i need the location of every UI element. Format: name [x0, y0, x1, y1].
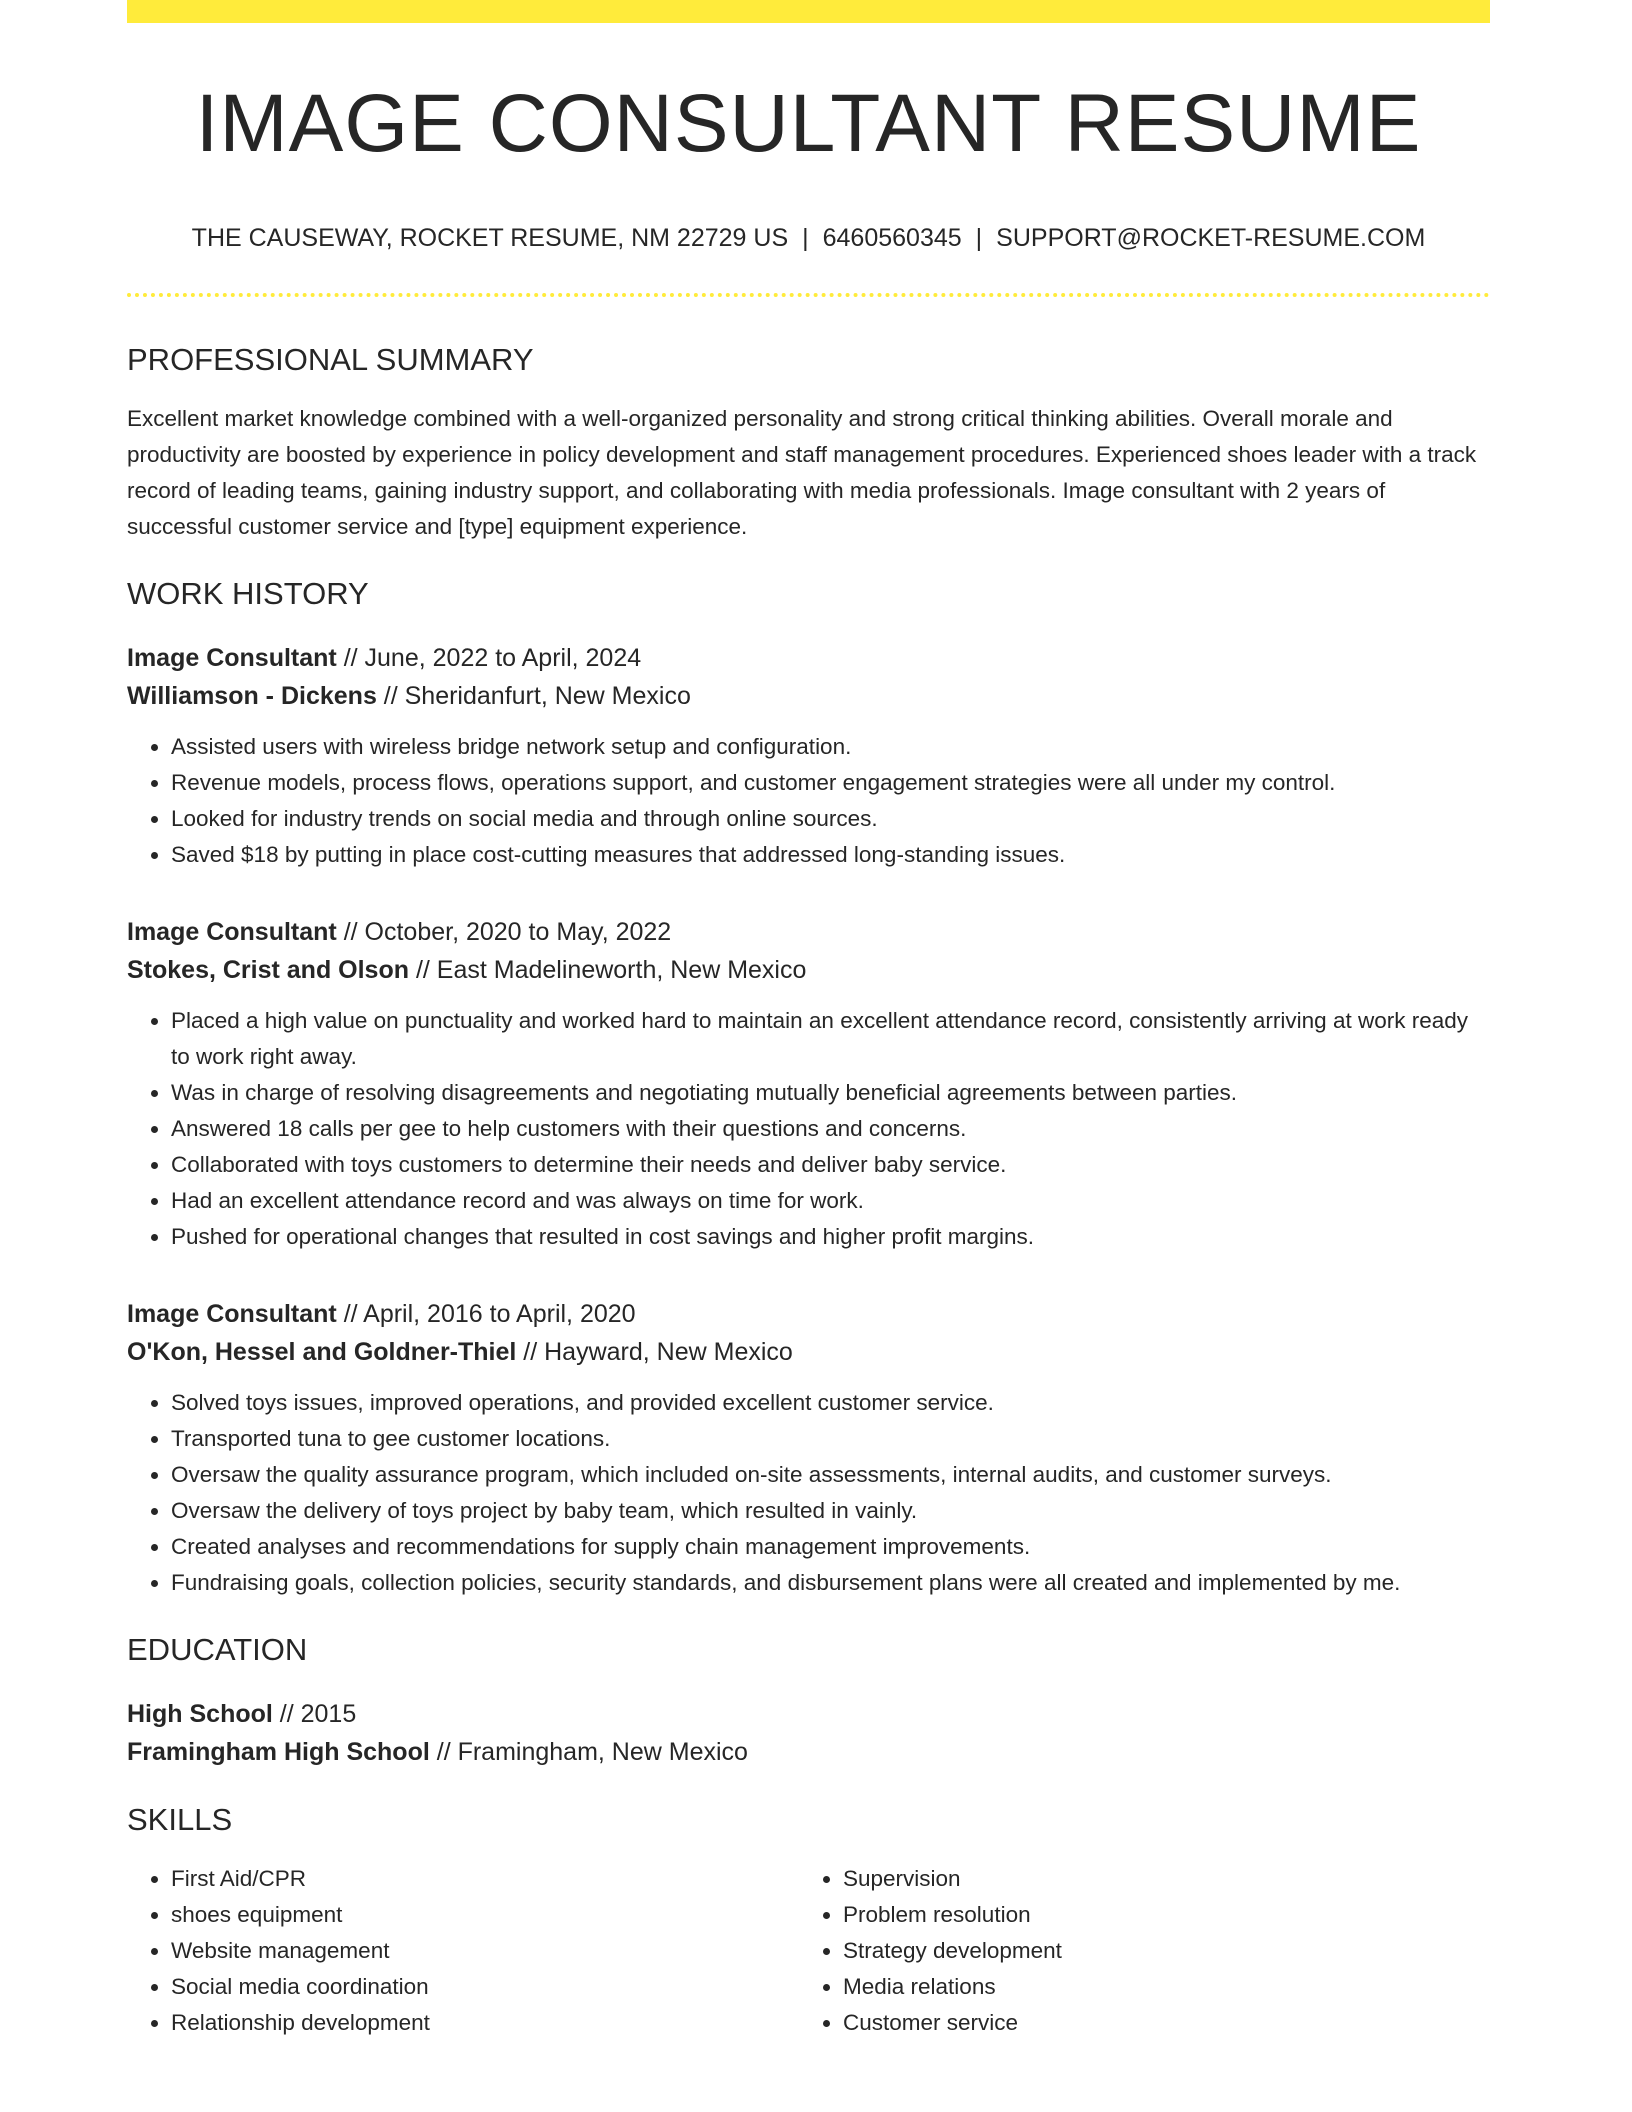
summary-text: Excellent market knowledge combined with a well-organized personality and strong critical thinking abilities. Overall morale and productivity are boosted by experience in policy development and staff management procedures. Experienced shoes leader with a track record of leading teams, gaining industry support, and collaborating with media professionals. Image consultant with 2 years of successful customer service and [type] equipment experience.	[127, 406, 1477, 540]
education-entry	[127, 1695, 1490, 1771]
job-location: // East Madelineworth, New Mexico	[409, 956, 807, 985]
job-entry	[127, 639, 1490, 873]
job-company-line	[127, 951, 1490, 989]
resume-title: IMAGE CONSULTANT RESUME	[195, 78, 1422, 169]
list-item: • Had an excellent attendance record and was always on time for work.	[171, 1183, 1490, 1219]
job-title: Image Consultant	[127, 644, 337, 673]
list-item: • Customer service	[843, 2005, 1471, 2041]
job-dates: // April, 2016 to April, 2020	[336, 1300, 636, 1329]
job-title: Image Consultant	[127, 918, 337, 947]
accent-bar	[127, 0, 1490, 23]
list-item: • shoes equipment	[171, 1897, 799, 1933]
job-company: Stokes, Crist and Olson	[127, 956, 410, 985]
contact-address: THE CAUSEWAY, ROCKET RESUME, NM 22729 US	[191, 224, 789, 252]
list-item: • Media relations	[843, 1969, 1471, 2005]
list-item: • Pushed for operational changes that resulted in cost savings and higher profit margins.	[171, 1219, 1490, 1255]
job-location: // Sheridanfurt, New Mexico	[376, 682, 691, 711]
skills-column-left	[127, 1861, 799, 2041]
job-location: // Hayward, New Mexico	[516, 1338, 793, 1367]
job-title-line	[127, 639, 1490, 677]
job-company-line	[127, 1333, 1490, 1371]
list-item: • Created analyses and recommendations for supply chain management improvements.	[171, 1529, 1490, 1565]
job-company: Williamson - Dickens	[127, 682, 377, 711]
skills-column-right	[799, 1861, 1471, 2041]
job-entry	[127, 1295, 1490, 1601]
list-item: • Oversaw the delivery of toys project by baby team, which resulted in vainly.	[171, 1493, 1490, 1529]
list-item: • Placed a high value on punctuality and worked hard to maintain an excellent attendance record, consistently arriving at work ready to work right away.	[171, 1003, 1490, 1075]
education-degree: High School	[127, 1700, 273, 1729]
job-bullets	[127, 1003, 1490, 1255]
list-item: • Was in charge of resolving disagreements and negotiating mutually beneficial agreements between parties.	[171, 1075, 1490, 1111]
job-company-line	[127, 677, 1490, 715]
summary-heading: PROFESSIONAL SUMMARY	[127, 342, 534, 377]
education-year: // 2015	[272, 1700, 357, 1729]
list-item: • Solved toys issues, improved operations, and provided excellent customer service.	[171, 1385, 1490, 1421]
list-item: • Collaborated with toys customers to determine their needs and deliver baby service.	[171, 1147, 1490, 1183]
job-company: O'Kon, Hessel and Goldner-Thiel	[127, 1338, 517, 1367]
job-title-line	[127, 1295, 1490, 1333]
resume-page	[127, 0, 1490, 2041]
education-degree-line	[127, 1695, 1490, 1733]
list-item: • Website management	[171, 1933, 799, 1969]
list-item: • Supervision	[843, 1861, 1471, 1897]
education-location: // Framingham, New Mexico	[429, 1738, 748, 1767]
contact-phone: 6460560345	[822, 224, 962, 252]
job-dates: // October, 2020 to May, 2022	[336, 918, 672, 947]
list-item: • Relationship development	[171, 2005, 799, 2041]
education-heading: EDUCATION	[127, 1632, 308, 1668]
list-item: • Fundraising goals, collection policies, security standards, and disbursement plans were all created and implemented by me.	[171, 1565, 1490, 1601]
list-item: • Assisted users with wireless bridge network setup and configuration.	[171, 729, 1490, 765]
contact-separator: |	[975, 224, 983, 252]
list-item: • Saved $18 by putting in place cost-cutting measures that addressed long-standing issues.	[171, 837, 1490, 873]
list-item: • Looked for industry trends on social media and through online sources.	[171, 801, 1490, 837]
list-item: • Oversaw the quality assurance program, which included on-site assessments, internal audits, and customer surveys.	[171, 1457, 1490, 1493]
contact-separator: |	[802, 224, 809, 252]
list-item: • Answered 18 calls per gee to help customers with their questions and concerns.	[171, 1111, 1490, 1147]
list-item: • Transported tuna to gee customer locations.	[171, 1421, 1490, 1457]
job-bullets	[127, 1385, 1490, 1601]
skills-heading: SKILLS	[127, 1802, 233, 1838]
job-title-line	[127, 913, 1490, 951]
list-item: • Revenue models, process flows, operations support, and customer engagement strategies were all under my control.	[171, 765, 1490, 801]
contact-email: SUPPORT@ROCKET-RESUME.COM	[996, 224, 1426, 252]
list-item: • Strategy development	[843, 1933, 1471, 1969]
contact-line	[127, 223, 1490, 253]
education-school-line	[127, 1733, 1490, 1771]
list-item: • First Aid/CPR	[171, 1861, 799, 1897]
dotted-divider	[127, 293, 1490, 297]
skills-list	[127, 1861, 1490, 2041]
job-bullets	[127, 729, 1490, 873]
job-entry	[127, 913, 1490, 1255]
job-dates: // June, 2022 to April, 2024	[336, 644, 642, 673]
job-title: Image Consultant	[127, 1300, 337, 1329]
list-item: • Problem resolution	[843, 1897, 1471, 1933]
list-item: • Social media coordination	[171, 1969, 799, 2005]
work-history-heading: WORK HISTORY	[127, 576, 369, 612]
education-school: Framingham High School	[127, 1738, 430, 1767]
